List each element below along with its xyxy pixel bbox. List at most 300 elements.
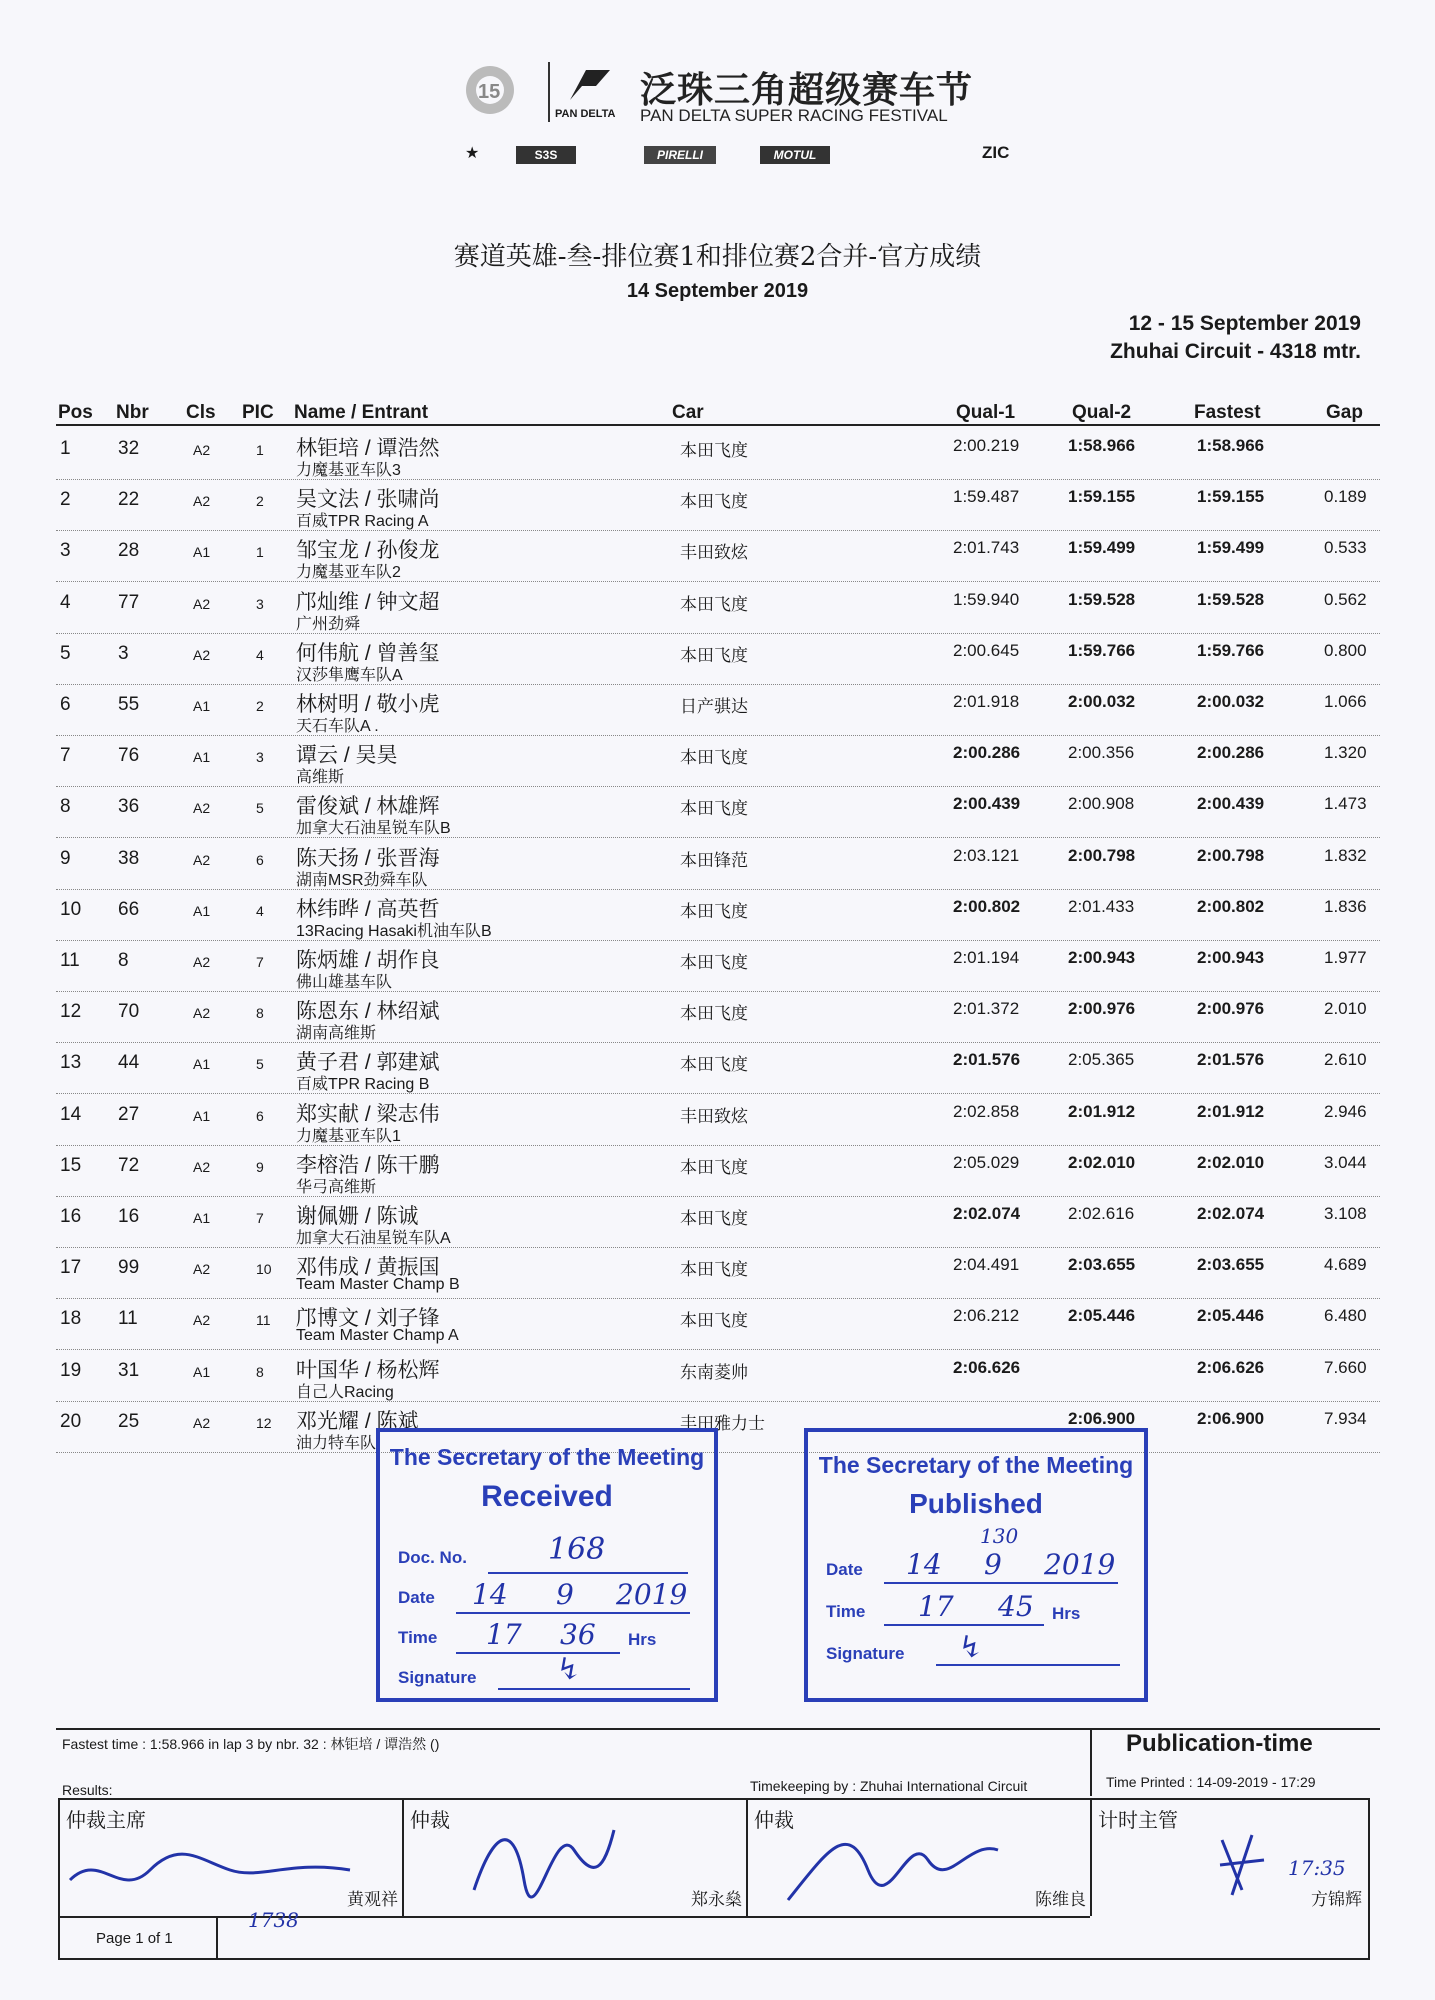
col-gap: Gap (1326, 402, 1363, 423)
cell-pos: 16 (60, 1206, 82, 1227)
cell-cls: A1 (193, 1056, 211, 1073)
cell-qual1: 2:00.286 (953, 743, 1021, 763)
cell-qual1: 2:04.491 (953, 1255, 1020, 1275)
cell-car: 本田飞度 (680, 953, 748, 972)
logo-pan-delta: PAN DELTA (555, 108, 616, 120)
cell-qual2: 2:00.032 (1068, 692, 1136, 711)
cell-car: 丰田致炫 (680, 543, 748, 563)
signature-name: 陈维良 (1035, 1890, 1086, 1909)
stamp-received-status: Received (481, 1480, 613, 1513)
cell-qual2: 2:06.900 (1068, 1408, 1136, 1428)
cell-car: 本田飞度 (680, 1260, 748, 1280)
cell-pos: 18 (60, 1308, 82, 1330)
cell-name: 陈炳雄 / 胡作良 (296, 949, 440, 972)
cell-entrant: 湖南高维斯 (296, 1025, 377, 1043)
cell-pic: 8 (256, 1363, 264, 1380)
cell-gap: 2.010 (1324, 999, 1367, 1019)
cell-gap: 0.800 (1324, 640, 1367, 660)
stamp-published-time-h: 17 (918, 1590, 954, 1623)
table-row (56, 991, 1380, 1043)
col-cls: Cls (186, 402, 216, 423)
cell-qual2: 2:00.908 (1068, 794, 1135, 814)
cell-car: 本田飞度 (680, 1004, 748, 1024)
handwritten-signature-icon (60, 1840, 360, 1900)
stamp-published-time-m: 45 (998, 1590, 1034, 1623)
cell-nbr: 76 (118, 745, 140, 767)
cell-qual1: 2:00.802 (953, 896, 1021, 916)
cell-qual2: 1:58.966 (1068, 436, 1136, 455)
cell-gap: 1.836 (1324, 896, 1367, 916)
cell-gap: 0.562 (1324, 589, 1367, 609)
cell-qual2: 2:01.912 (1068, 1101, 1136, 1121)
sponsor-pirelli: PIRELLI (644, 146, 716, 164)
cell-fastest: 2:06.900 (1197, 1408, 1265, 1428)
cell-entrant: 加拿大石油星锐车队B (296, 820, 451, 838)
cell-qual1: 2:01.372 (953, 999, 1020, 1019)
table-row (56, 1350, 1380, 1402)
cell-car: 本田飞度 (680, 1311, 748, 1331)
cell-cls: A1 (193, 544, 211, 561)
cell-pos: 9 (60, 847, 71, 869)
cell-qual2: 2:00.798 (1068, 845, 1136, 865)
cell-nbr: 25 (118, 1410, 140, 1432)
cell-fastest: 2:00.976 (1197, 999, 1265, 1019)
stamp-published (804, 1428, 1148, 1702)
stamp-published-date-label: Date (826, 1560, 863, 1579)
cell-fastest: 2:00.943 (1197, 948, 1265, 967)
col-qual2: Qual-2 (1072, 402, 1132, 423)
table-row (56, 684, 1380, 736)
cell-fastest: 2:03.655 (1197, 1255, 1265, 1275)
cell-gap: 3.108 (1324, 1204, 1367, 1223)
cell-gap: 1.066 (1324, 692, 1367, 711)
cell-qual1: 2:01.743 (953, 538, 1020, 558)
cell-nbr: 3 (118, 642, 129, 664)
cell-cls: A1 (193, 1107, 211, 1124)
cell-qual1: 2:00.645 (953, 640, 1020, 660)
cell-gap: 0.533 (1324, 538, 1367, 558)
cell-pos: 20 (60, 1410, 82, 1432)
cell-cls: A2 (193, 800, 211, 817)
cell-car: 本田飞度 (680, 492, 748, 512)
cell-pic: 5 (256, 800, 264, 817)
stamp-published-title: The Secretary of the Meeting (818, 1452, 1134, 1478)
cell-gap: 1.473 (1324, 794, 1367, 814)
cell-car: 丰田致炫 (680, 1106, 748, 1126)
signature-note: 17:35 (1288, 1856, 1346, 1880)
table-row (56, 1094, 1380, 1146)
sponsor-star-icon: ★ (465, 145, 480, 162)
event-venue: Zhuhai Circuit - 4318 mtr. (1110, 340, 1361, 363)
cell-qual2: 2:00.976 (1068, 999, 1136, 1019)
cell-qual1: 2:03.121 (953, 845, 1020, 865)
cell-fastest: 2:06.626 (1197, 1357, 1265, 1377)
cell-qual2: 1:59.499 (1068, 538, 1136, 558)
results-label: Results: (62, 1782, 113, 1798)
cell-qual2: 1:59.766 (1068, 640, 1136, 660)
cell-fastest: 1:59.499 (1197, 538, 1265, 558)
cell-pic: 9 (256, 1158, 264, 1175)
cell-name: 陈恩东 / 林绍斌 (296, 1000, 440, 1024)
cell-pic: 3 (256, 595, 264, 612)
handwritten-signature-icon (1212, 1830, 1272, 1900)
cell-qual1: 2:01.576 (953, 1050, 1021, 1070)
signature-role: 计时主管 (1098, 1810, 1178, 1832)
cell-qual1: 2:01.918 (953, 692, 1020, 711)
cell-pic: 7 (256, 1210, 264, 1226)
cell-nbr: 11 (118, 1308, 138, 1330)
stamp-received-time-h: 17 (486, 1618, 522, 1651)
cell-car: 本田飞度 (680, 1157, 748, 1177)
logo-chinese: 泛珠三角超级赛车节 (640, 69, 974, 110)
results-date: 14 September 2019 (626, 280, 809, 302)
cell-fastest: 1:59.155 (1197, 487, 1265, 507)
stamp-published-status: Published (909, 1488, 1043, 1519)
cell-name: 邹宝龙 / 孙俊龙 (296, 539, 440, 563)
cell-pic: 8 (256, 1005, 264, 1022)
cell-entrant: 佛山雄基车队 (296, 974, 393, 991)
cell-entrant: 百威TPR Racing A (296, 513, 429, 531)
cell-gap: 3.044 (1324, 1152, 1367, 1172)
stamp-published-note: 130 (980, 1524, 1019, 1548)
cell-fastest: 2:00.798 (1197, 845, 1265, 865)
cell-cls: A2 (193, 1005, 211, 1022)
cell-pos: 19 (60, 1359, 82, 1381)
cell-pic: 4 (256, 902, 264, 919)
cell-car: 丰田雅力士 (680, 1413, 765, 1433)
table-row (56, 428, 1380, 480)
col-nbr: Nbr (116, 402, 149, 423)
cell-fastest: 2:05.446 (1197, 1306, 1265, 1326)
cell-entrant: 自己人Racing (296, 1383, 394, 1401)
cell-pos: 7 (60, 745, 71, 767)
cell-gap: 7.660 (1324, 1357, 1367, 1377)
cell-pos: 5 (60, 642, 71, 664)
stamp-received-sig-line (498, 1688, 690, 1690)
cell-pos: 14 (60, 1103, 82, 1125)
time-printed: Time Printed : 14-09-2019 - 17:29 (1106, 1774, 1316, 1790)
signature-cell-timing-chief (1092, 1800, 1366, 1916)
cell-fastest: 1:59.766 (1197, 640, 1265, 660)
cell-cls: A2 (193, 1312, 211, 1329)
cell-car: 本田锋范 (680, 850, 748, 870)
cell-pic: 11 (256, 1312, 271, 1329)
cell-entrant: 湖南MSR劲舜车队 (296, 871, 428, 889)
cell-car: 本田飞度 (680, 594, 748, 614)
cell-pos: 8 (60, 796, 71, 818)
cell-cls: A1 (193, 902, 211, 919)
table-row (56, 582, 1380, 634)
cell-name: 谢佩姗 / 陈诚 (296, 1205, 419, 1228)
cell-nbr: 72 (118, 1154, 140, 1176)
cell-gap: 1.977 (1324, 948, 1367, 967)
cell-car: 本田飞度 (680, 1055, 748, 1075)
stamp-received-doc-label: Doc. No. (398, 1548, 467, 1567)
cell-car: 本田飞度 (680, 901, 748, 921)
cell-fastest: 2:00.439 (1197, 794, 1265, 814)
cell-car: 本田飞度 (680, 748, 748, 768)
cell-qual1: 2:00.439 (953, 794, 1021, 814)
cell-cls: A1 (193, 1363, 211, 1380)
cell-qual1: 2:06.212 (953, 1306, 1020, 1326)
svg-text:15: 15 (478, 81, 501, 103)
signature-cell-chief (60, 1800, 404, 1916)
cell-qual1: 1:59.940 (953, 589, 1020, 609)
cell-nbr: 32 (118, 438, 140, 459)
page-number: Page 1 of 1 (96, 1930, 173, 1947)
cell-name: 陈天扬 / 张晋海 (296, 846, 440, 870)
cell-name: 林纬晔 / 高英哲 (296, 897, 440, 921)
stamp-published-time-label: Time (826, 1602, 866, 1621)
stamp-received-date-label: Date (398, 1588, 435, 1607)
signature-table (58, 1798, 1370, 1960)
cell-fastest: 2:02.074 (1197, 1204, 1265, 1223)
cell-cls: A1 (193, 749, 211, 766)
cell-fastest: 2:01.912 (1197, 1101, 1265, 1121)
cell-qual2: 2:02.616 (1068, 1204, 1135, 1223)
cell-pos: 6 (60, 694, 71, 715)
table-row (56, 1247, 1380, 1299)
cell-car: 日产骐达 (680, 697, 748, 716)
cell-qual1: 2:06.626 (953, 1357, 1021, 1377)
cell-entrant: 高维斯 (296, 769, 345, 787)
cell-cls: A2 (193, 646, 211, 663)
sponsor-s3s: S3S (516, 146, 576, 164)
cell-car: 本田飞度 (680, 441, 748, 460)
cell-pic: 4 (256, 646, 264, 663)
cell-name: 雷俊斌 / 林雄辉 (296, 795, 440, 819)
cell-gap: 0.189 (1324, 487, 1367, 507)
signature-name: 黄观祥 (347, 1890, 398, 1909)
cell-name: 林树明 / 敬小虎 (296, 693, 440, 716)
cell-car: 东南菱帅 (680, 1362, 748, 1382)
cell-cls: A1 (193, 1210, 211, 1226)
cell-nbr: 28 (118, 540, 140, 562)
table-row (56, 1401, 1380, 1453)
cell-entrant: Team Master Champ A (296, 1327, 459, 1345)
cell-qual1: 2:01.194 (953, 948, 1020, 967)
cell-gap: 2.946 (1324, 1101, 1367, 1121)
stamp-received-doc-line (488, 1572, 688, 1574)
col-pic: PIC (242, 402, 274, 423)
cell-qual1: 2:00.219 (953, 436, 1020, 455)
table-header (56, 400, 1380, 426)
cell-gap: 1.320 (1324, 743, 1367, 763)
header (0, 0, 1435, 380)
table-row (56, 1298, 1380, 1350)
logo-english: PAN DELTA SUPER RACING FESTIVAL (640, 106, 948, 125)
cell-entrant: 广州劲舜 (296, 615, 361, 633)
cell-pic: 7 (256, 954, 264, 970)
cell-cls: A2 (193, 595, 211, 612)
cell-pos: 11 (60, 950, 80, 971)
cell-entrant: 天石车队A . (296, 718, 379, 735)
stamp-published-hrs: Hrs (1052, 1604, 1081, 1623)
signature-name: 郑永燊 (691, 1890, 742, 1909)
cell-name: 黄子君 / 郭建斌 (296, 1051, 440, 1075)
table-row (56, 530, 1380, 582)
cell-cls: A2 (193, 442, 211, 458)
stamp-received-date-y: 2019 (616, 1578, 688, 1611)
cell-pic: 2 (256, 493, 264, 510)
cell-pos: 13 (60, 1052, 82, 1074)
cell-pic: 5 (256, 1056, 264, 1073)
cell-pos: 2 (60, 489, 71, 511)
page-cell-divider (216, 1916, 218, 1958)
cell-fastest: 1:58.966 (1197, 436, 1265, 455)
cell-fastest: 2:02.010 (1197, 1152, 1265, 1172)
stamp-published-signature-mark: ↯ (958, 1630, 984, 1665)
cell-name: 邓伟成 / 黄振国 (296, 1256, 440, 1280)
cell-name: 邝博文 / 刘子锋 (296, 1307, 440, 1331)
cell-car: 本田飞度 (680, 1209, 748, 1228)
cell-nbr: 66 (118, 898, 140, 920)
cell-qual1: 2:02.858 (953, 1101, 1020, 1121)
col-qual1: Qual-1 (956, 402, 1016, 423)
cell-qual2: 1:59.528 (1068, 589, 1136, 609)
cell-fastest: 1:59.528 (1197, 589, 1265, 609)
cell-qual2: 2:05.446 (1068, 1306, 1136, 1326)
table-row (56, 1145, 1380, 1197)
cell-entrant: 力魔基亚车队1 (296, 1127, 401, 1145)
signature-role: 仲裁 (410, 1810, 450, 1832)
stamp-received-doc-value: 168 (548, 1532, 606, 1567)
cell-entrant: 力魔基亚车队2 (296, 564, 401, 582)
cell-car: 本田飞度 (680, 799, 748, 819)
table-row (56, 1042, 1380, 1094)
cell-cls: A2 (193, 1261, 211, 1278)
stamp-received-signature-mark: ↯ (556, 1652, 582, 1687)
logo-divider (548, 62, 550, 122)
cell-fastest: 2:00.802 (1197, 896, 1265, 916)
cell-pic: 3 (256, 749, 264, 766)
sponsor-strip (430, 143, 1030, 169)
col-name: Name / Entrant (294, 402, 429, 423)
cell-qual2: 2:02.010 (1068, 1152, 1136, 1172)
cell-pic: 1 (256, 442, 264, 458)
stamp-published-time-line (884, 1624, 1044, 1626)
cell-entrant: Team Master Champ B (296, 1276, 460, 1294)
stamp-received-date-m: 9 (556, 1578, 574, 1611)
cell-qual2: 2:00.943 (1068, 948, 1136, 967)
cell-nbr: 44 (118, 1052, 140, 1074)
stamp-published-date-y: 2019 (1044, 1548, 1116, 1581)
signature-role: 仲裁 (754, 1810, 794, 1832)
publication-time-title: Publication-time (1126, 1730, 1313, 1757)
col-pos: Pos (58, 402, 93, 423)
cell-pic: 6 (256, 1107, 264, 1124)
stamp-published-date-m: 9 (984, 1548, 1002, 1581)
cell-qual1: 1:59.487 (953, 487, 1020, 507)
cell-cls: A1 (193, 698, 211, 714)
event-dates: 12 - 15 September 2019 (1128, 312, 1361, 335)
cell-entrant: 力魔基亚车队3 (296, 462, 401, 479)
stamp-received-time-line (456, 1652, 620, 1654)
cell-name: 李榕浩 / 陈干鹏 (296, 1153, 440, 1177)
pan-delta-logo-icon (566, 66, 614, 104)
cell-nbr: 38 (118, 847, 140, 869)
table-row (56, 838, 1380, 890)
timekeeping-line: Timekeeping by : Zhuhai International Circuit (750, 1778, 1028, 1794)
cell-pic: 10 (256, 1261, 272, 1278)
cell-qual2: 1:59.155 (1068, 487, 1136, 507)
fastest-time-line: Fastest time : 1:58.966 in lap 3 by nbr. 32 : 林钜培 / 谭浩然 () (62, 1736, 440, 1752)
cell-gap: 6.480 (1324, 1306, 1367, 1326)
cell-pos: 15 (60, 1154, 82, 1176)
cell-gap: 4.689 (1324, 1255, 1367, 1275)
sponsor-motul: MOTUL (760, 146, 830, 164)
page-row-divider (60, 1916, 1090, 1918)
cell-qual2: 2:01.433 (1068, 896, 1135, 916)
cell-qual1: 2:02.074 (953, 1204, 1021, 1223)
cell-gap: 1.832 (1324, 845, 1367, 865)
stamp-received-time-m: 36 (560, 1618, 596, 1651)
cell-entrant: 华弓高维斯 (296, 1178, 377, 1196)
cell-pic: 12 (256, 1414, 272, 1431)
cell-entrant: 百威TPR Racing B (296, 1076, 430, 1094)
col-fastest: Fastest (1194, 402, 1261, 423)
cell-fastest: 2:01.576 (1197, 1050, 1265, 1070)
cell-car: 本田飞度 (680, 645, 748, 665)
cell-entrant: 加拿大石油星锐车队A (296, 1230, 451, 1247)
stamp-received-hrs: Hrs (628, 1630, 657, 1649)
table-row (56, 735, 1380, 787)
stamp-received-time-label: Time (398, 1628, 438, 1647)
table-row (56, 889, 1380, 941)
page-note: 1738 (248, 1908, 299, 1932)
cell-pos: 17 (60, 1257, 82, 1279)
stamp-published-date-d: 14 (906, 1548, 942, 1581)
signature-name: 方锦辉 (1311, 1890, 1362, 1909)
stamp-received-sig-label: Signature (398, 1668, 477, 1687)
cell-fastest: 2:00.286 (1197, 743, 1265, 763)
cell-nbr: 31 (118, 1359, 140, 1381)
cell-qual2: 2:03.655 (1068, 1255, 1136, 1275)
cell-pos: 4 (60, 591, 71, 613)
cell-cls: A2 (193, 954, 211, 970)
cell-nbr: 99 (118, 1257, 140, 1279)
cell-gap: 2.610 (1324, 1050, 1367, 1070)
cell-name: 谭云 / 吴昊 (296, 744, 398, 768)
cell-fastest: 2:00.032 (1197, 692, 1265, 711)
cell-nbr: 16 (118, 1206, 140, 1227)
stamp-published-sig-label: Signature (826, 1644, 905, 1663)
cell-qual2: 2:00.356 (1068, 743, 1135, 763)
stamp-received-date-d: 14 (472, 1578, 508, 1611)
results-title: 赛道英雄-叁-排位赛1和排位赛2合并-官方成绩 (453, 242, 982, 272)
cell-nbr: 70 (118, 1001, 140, 1023)
table-row (56, 633, 1380, 685)
cell-name: 何伟航 / 曾善玺 (296, 641, 440, 665)
table-row (56, 940, 1380, 992)
table-row (56, 786, 1380, 838)
cell-cls: A2 (193, 1158, 211, 1175)
cell-pic: 6 (256, 851, 264, 868)
cell-cls: A2 (193, 851, 211, 868)
cell-entrant: 汉莎隼鹰车队A (296, 666, 403, 684)
cell-pic: 1 (256, 544, 264, 561)
cell-nbr: 27 (118, 1103, 140, 1125)
cell-qual1: 2:05.029 (953, 1152, 1020, 1172)
handwritten-signature-icon (464, 1810, 624, 1910)
cell-name: 叶国华 / 杨松辉 (296, 1358, 440, 1382)
stamp-received (376, 1428, 718, 1702)
table-row (56, 479, 1380, 531)
cell-nbr: 55 (118, 694, 140, 715)
publication-divider (1090, 1728, 1092, 1796)
cell-pos: 3 (60, 540, 71, 562)
cell-qual2: 2:05.365 (1068, 1050, 1135, 1070)
